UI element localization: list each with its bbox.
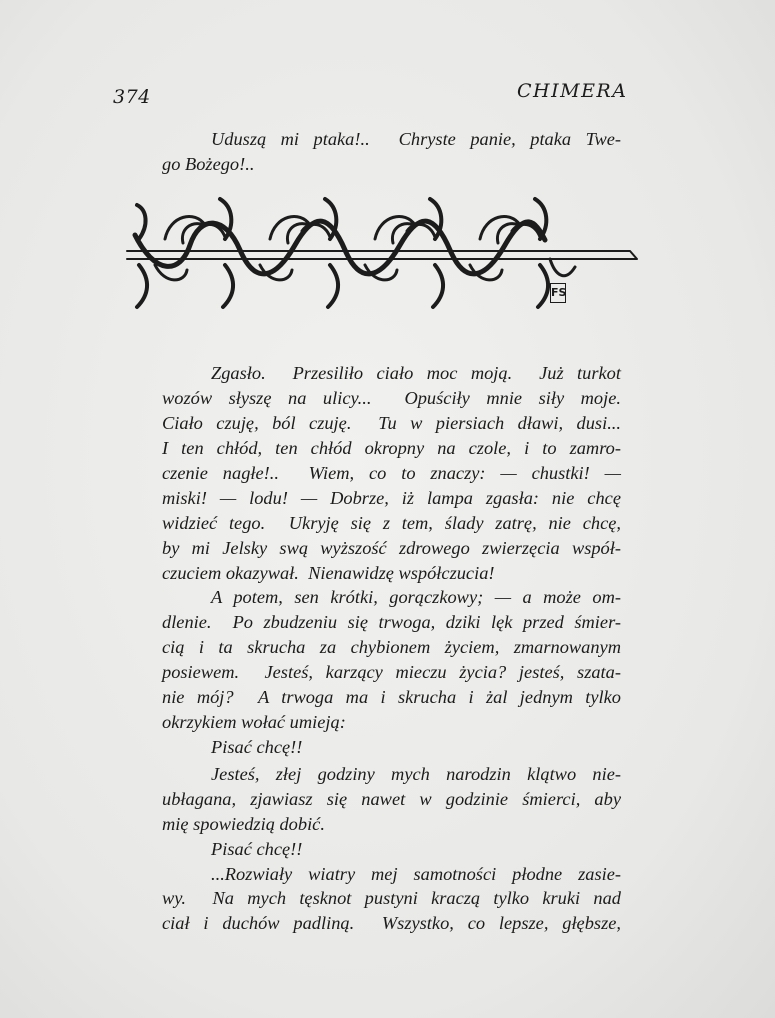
text-line: miski! — lodu! — Dobrze, iż lampa zgasła: nie chcę [162,488,621,508]
text-line: Jesteś, złej godziny mych narodzin klątwo nie- [211,764,621,784]
text-line: Zgasło. Przesiliło ciało moc moją. Już turkot [211,363,621,383]
text-line: ciał i duchów padliną. Wszystko, co lepsze, głębsze, [162,913,621,933]
text-line: I ten chłód, ten chłód okropny na czole, i to zamro- [162,438,621,458]
text-line: nie mój? A trwoga ma i skrucha i żal jednym tylko [162,687,621,707]
running-title: CHIMERA [517,80,628,102]
text-line: Pisać chcę!! [211,839,303,859]
artist-monogram: FS [550,283,566,303]
text-line: wozów słyszę na ulicy... Opuściły mnie siły moje. [162,388,621,408]
page-number: 374 [113,86,151,108]
text-line: A potem, sen krótki, gorączkowy; — a może om- [211,587,621,607]
text-line: wy. Na mych tęsknot pustyni kraczą tylko kruki nad [162,888,621,908]
text-line: go Bożego!.. [162,154,255,174]
text-line: Pisać chcę!! [211,737,303,757]
text-line: mię spowiedzią dobić. [162,814,325,834]
text-line: czuciem okazywał. Nienawidzę współczucia! [162,563,495,583]
text-line: widzieć tego. Ukryję się z tem, ślady zatrę, nie chcę, [162,513,621,533]
text-line: okrzykiem wołać umieją: [162,712,346,732]
text-line: Ciało czuję, ból czuję. Tu w piersiach dławi, dusi... [162,413,621,433]
text-line: ubłagana, zjawiasz się nawet w godzinie śmierci, aby [162,789,621,809]
text-line: czenie nagłe!.. Wiem, co to znaczy: — chustki! — [162,463,621,483]
text-line: cią i ta skrucha za chybionem życiem, zmarnowanym [162,637,621,657]
text-line: by mi Jelsky swą wyższość zdrowego zwierzęcia współ- [162,538,621,558]
text-line: Uduszą mi ptaka!.. Chryste panie, ptaka Twe- [211,129,621,149]
text-line: posiewem. Jesteś, karzący mieczu życia? jesteś, szata- [162,662,621,682]
text-line: ...Rozwiały wiatry mej samotności płodne zasie- [211,864,621,884]
text-line: dlenie. Po zbudzeniu się trwoga, dziki lęk przed śmier- [162,612,621,632]
